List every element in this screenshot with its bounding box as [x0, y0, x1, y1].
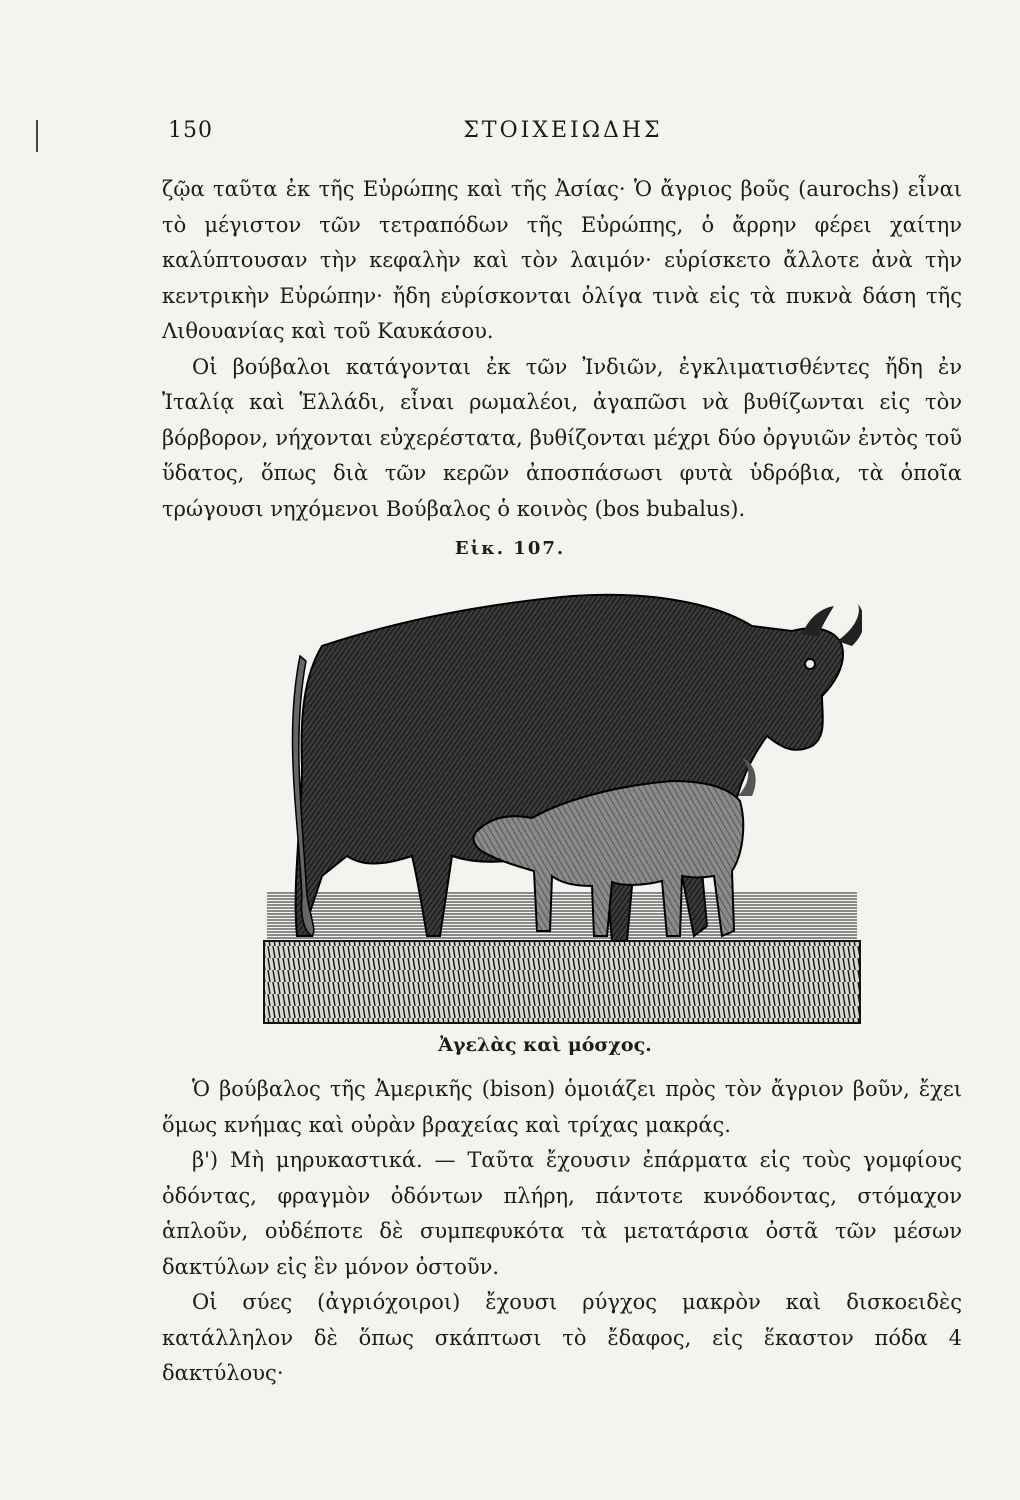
paragraph-aurochs: ζῷα ταῦτα ἐκ τῆς Εὐρώπης καὶ τῆς Ἀσίας· Ὁ ἄγριος βοῦς (aurochs) εἶναι τὸ μέγιστον τῶν τετραπόδων τῆς Εὐρώπης, ὁ ἄρρην φέρει χαίτην καλύπτουσαν τὴν κεφαλὴν καὶ τὸν λαιμόν· εὑρίσκετο ἄλλοτε ἀνὰ τὴν κεντρικὴν Εὐρώπην· ἤδη εὑρίσκονται ὀλίγα τινὰ εἰς τὰ πυκνὰ δάση τῆς Λιθουανίας καὶ τοῦ Καυκάσου. — [162, 177, 962, 343]
cow-horn-right — [837, 604, 862, 646]
page-number: 150 — [168, 118, 213, 143]
paragraph-non-ruminants: β') Μὴ μηρυκαστικά. — Ταῦτα ἔχουσιν ἐπάρματα εἰς τοὺς γομφίους ὀδόντας, φραγμὸν ὀδόντων πλήρη, πάντοτε κυνόδοντας, στόμαχον ἁπλοῦν, οὐδέποτε δὲ συμπεφυκότα τὰ μετατάρσια ὀστᾶ τῶν μέσων δακτύλων εἰς ἓν μόνον ὀστοῦν. — [162, 1148, 962, 1279]
text-block-top — [162, 172, 962, 527]
paragraph-buffalo: Οἱ βούβαλοι κατάγονται ἐκ τῶν Ἰνδιῶν, ἐγκλιματισθέντες ἤδη ἐν Ἰταλίᾳ καὶ Ἑλλάδι, εἶναι ρωμαλέοι, ἀγαπῶσι νὰ βυθίζωνται εἰς τὸν βόρβορον, νήχονται εὐχερέστατα, βυθίζονται μέχρι δύο ὀργυιῶν ἐντὸς τοῦ ὕδατος, ὅπως διὰ τῶν κερῶν ἀποσπάσωσι φυτὰ ὑδρόβια, τὰ ὁποῖα τρώγουσι νηχόμενοι Βούβαλος ὁ κοινὸς (bos bubalus). — [162, 354, 962, 521]
page-header — [168, 118, 958, 148]
paragraph-bison: Ὁ βούβαλος τῆς Ἀμερικῆς (bison) ὁμοιάζει πρὸς τὸν ἄγριον βοῦν, ἔχει ὅμως κνήμας καὶ οὐρὰν βραχείας καὶ τρίχας μακράς. — [162, 1077, 962, 1137]
figure-caption: Ἀγελὰς καὶ μόσχος. — [438, 1034, 652, 1056]
cow-and-calf-engraving — [262, 586, 862, 1026]
running-head: ΣΤΟΙΧΕΙΩΔΗΣ — [463, 118, 663, 143]
paragraph-boars: Οἱ σύες (ἀγριόχοιροι) ἔχουσι ρύγχος μακρὸν καὶ δισκοειδὲς κατάλληλον δὲ ὅπως σκάπτωσι τὸ ἔδαφος, εἰς ἕκαστον πόδα 4 δακτύλους· — [162, 1290, 962, 1385]
text-block-bottom — [162, 1072, 962, 1392]
margin-mark — [36, 120, 38, 152]
cow-eye — [805, 659, 815, 669]
figure-label: Εἰκ. 107. — [454, 538, 566, 559]
grass-ground — [264, 941, 860, 1023]
cow-body — [296, 595, 843, 941]
